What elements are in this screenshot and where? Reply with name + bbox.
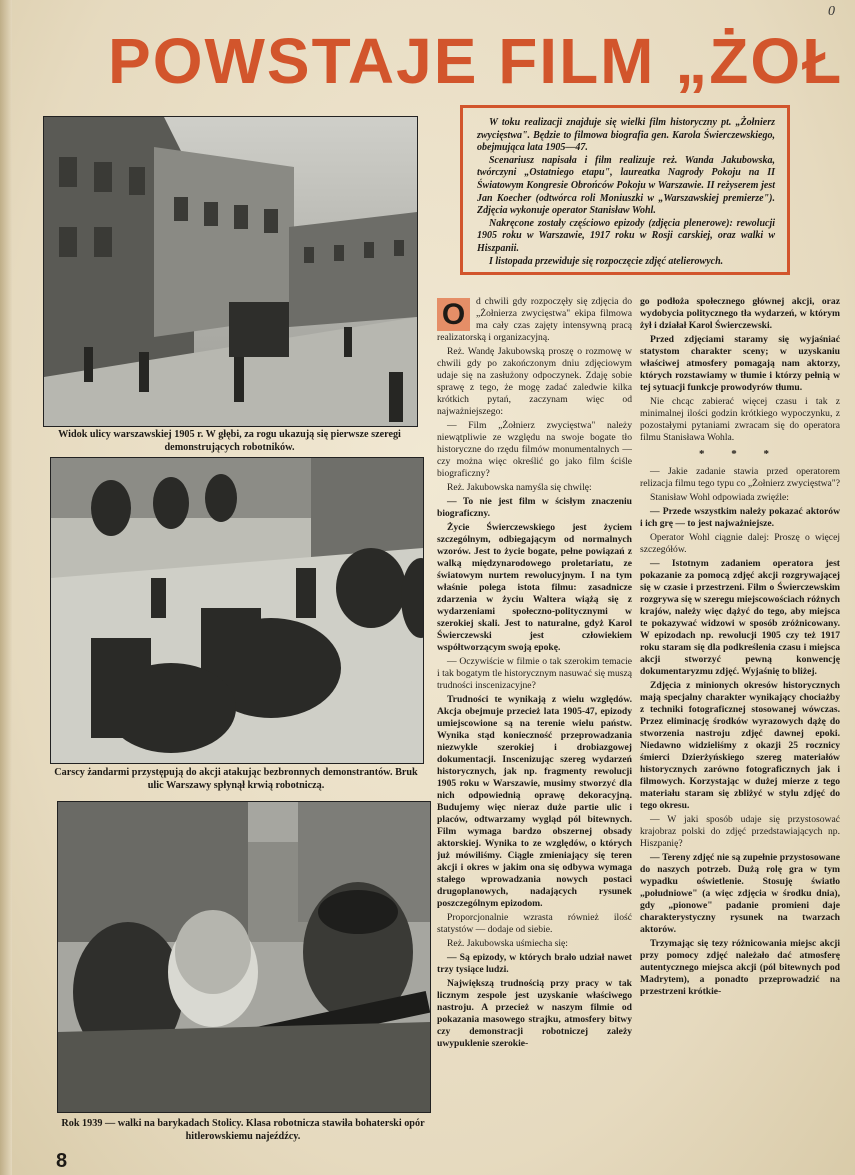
article-paragraph: Zdjęcia z minionych okresów historycznych mają specjalny charakter wynikający chociażby z techniki fotograficznej stosowanej wówczas. Przez eliminację środków wyrazowych dążę do stworzenia nastroju zdjęć dawnej epoki. Niedawno widzieliśmy z okazji 25 rocznicy śmierci Dzierżyńskiego szereg materiałów historycznych zarówno fotograficznych jak i filmowych. Korzystając w dużej mierze z tego materiału staram się zbliżyć w stylu zdjęć do tego okresu. bbox=[640, 680, 840, 811]
street-photo-graphic bbox=[44, 117, 417, 426]
intro-paragraph-2: Scenariusz napisała i film realizuje reż. Wanda Jakubowska, twórczyni „Ostatniego etapu", laureatka Nagrody Pokoju na II Światowym Kongresie Obrońców Pokoju w Warszawie. II reżyserem jest Jan Koecher (odtwórca roli Moniuszki w „Warszawskiej premierze"). Zdjęcia wykonuje operator Stanisław Wohl. bbox=[477, 154, 775, 217]
article-paragraph: — Istotnym zadaniem operatora jest pokazanie za pomocą zdjęć akcji rozgrywającej się w czasie i przestrzeni. Film o Świerczewskim rozgrywa się w szeregu miejscowościach różnych krajów, należy więc dążyć do tego, aby miejsca te pokazywać widzowi w sposób zróżnicowany. W epizodach np. rewolucji 1905 czy też 1917 roku staram się dla podkreślenia czasu i miejsca akcji stworzyć pewną konwencję dokumentaryzmu zdjęć. Wyjaśnię to bliżej. bbox=[640, 558, 840, 677]
article-paragraph: — Tereny zdjęć nie są zupełnie przystosowane do naszych potrzeb. Dużą rolę gra w tym wypadku oświetlenie. Stosuję światło „południowe" (a więc zdjęcia w środku dnia), gdy „pionowe" padanie promieni daje charakterystyczny rysunek na twarzach aktorów. bbox=[640, 852, 840, 935]
corner-mark: 0 bbox=[828, 4, 835, 19]
section-divider-stars: * * * bbox=[699, 448, 781, 460]
article-paragraph-text: d chwili gdy rozpoczęły się zdjęcia do „Żołnierza zwycięstwa" ekipa filmowa ma cały czas zajęty intensywną pracą realizatorską i organizacyjną. bbox=[437, 296, 632, 343]
article-paragraph: Największą trudnością przy pracy w tak licznym zespole jest uzyskanie właściwego nastroju. A przecież w naszym filmie od pokazania masowego strajku, atmosfery bitwy czy demonstracji robotniczej zależy uwypuklenie szerokie- bbox=[437, 978, 632, 1049]
article-paragraph: — To nie jest film w ścisłym znaczeniu biograficzny. bbox=[437, 496, 632, 519]
intro-box bbox=[460, 105, 790, 275]
photo-barricades-1939 bbox=[57, 801, 431, 1113]
article-paragraph bbox=[437, 296, 632, 344]
headline: POWSTAJE FILM „ŻOŁ bbox=[108, 25, 844, 97]
barricade-photo-graphic bbox=[58, 802, 430, 1112]
article-paragraph: Operator Wohl ciągnie dalej: Proszę o więcej szczegółów. bbox=[640, 532, 840, 555]
drop-cap: O bbox=[437, 298, 470, 331]
article-paragraph: — Jakie zadanie stawia przed operatorem relizacja filmu tego typu co „Żołnierz zwycięstwa"? bbox=[640, 466, 840, 489]
caption-photo-1: Widok ulicy warszawskiej 1905 r. W głębi, za rogu ukazują się pierwsze szeregi demonstrujących robotników. bbox=[58, 429, 401, 453]
photo-warsaw-street-1905 bbox=[43, 116, 418, 427]
article-paragraph: go podłoża społecznego głównej akcji, oraz wydobycia politycznego tła wydarzeń, w którym żył i działał Karol Świerczewski. bbox=[640, 296, 840, 331]
article-paragraph: — Przede wszystkim należy pokazać aktorów i ich grę — to jest najważniejsze. bbox=[640, 506, 840, 529]
page-number: 8 bbox=[56, 1150, 68, 1172]
article-paragraph: — Film „Żołnierz zwycięstwa" należy niewątpliwie ze względu na swoje bogate tło historyczne do rzędu filmów monumentalnych — czy można więc określić go jako film ściśle biograficzny? bbox=[437, 420, 632, 479]
caption-photo-3: Rok 1939 — walki na barykadach Stolicy. Klasa robotnicza stawiła bohaterski opór hitlerowskiemu najeźdźcy. bbox=[61, 1118, 425, 1142]
intro-paragraph-1: W toku realizacji znajduje się wielki film historyczny pt. „Żołnierz zwycięstwa". Będzie to filmowa biografia gen. Karola Świerczewskiego, obejmująca lata 1905—47. bbox=[477, 117, 775, 154]
article-paragraph: Stanisław Wohl odpowiada zwięźle: bbox=[650, 492, 789, 503]
article-column-2 bbox=[640, 296, 840, 1149]
article-paragraph: Nie chcąc zabierać więcej czasu i tak z minimalnej ilości godzin krótkiego wypoczynku, z pozostałymi pytaniami zwracam się do operatora filmu Stanisława Wohla. bbox=[640, 396, 840, 443]
article-paragraph: Trzymając się tezy różnicowania miejsc akcji przy pomocy zdjęć należało dać atmosferę autentycznego miejsca akcji (pól bitewnych pod Madrytem), a ponadto przeprowadzić na przestrzeni krótkie- bbox=[640, 938, 840, 997]
photo-gendarmes-attack bbox=[50, 457, 424, 764]
article-paragraph: Proporcjonalnie wzrasta również ilość statystów — dodaje od siebie. bbox=[437, 912, 632, 935]
article-paragraph: Przed zdjęciami staramy się wyjaśniać statystom charakter sceny; w uzyskaniu właściwej atmosfery pomagają nam aktorzy, których rozstawiamy w tłumie i którzy pełnią w tej sytuacji funkcje prowodyrów tłumu. bbox=[640, 334, 840, 393]
article-paragraph: Reż. Jakubowska uśmiecha się: bbox=[447, 938, 568, 949]
article-column-1 bbox=[437, 296, 632, 1149]
cavalry-photo-graphic bbox=[51, 458, 423, 763]
article-paragraph: Życie Świerczewskiego jest życiem szczególnym, odbiegającym od normalnych wzorów. Jest to życie bogate, pełne powiązań z walką międzynarodowego proletariatu, ze światowym nurtem rewolucyjnym. I na tym właśnie polega istota filmu: zasadnicze zdarzenia w życiu Waltera wiążą się z wydarzeniami społeczno-politycznymi w szerokiej skali. Jest to naturalne, gdyż Karol Świerczewski jest człowiekiem współtworzącym swoją epokę. bbox=[437, 522, 632, 653]
article-paragraph: Trudności te wynikają z wielu względów. Akcja obejmuje przecież lata 1905-47, epizody umiejscowione są na terenie wielu państw. Wynika stąd konieczność przeprowadzania niezwykle szerokiej i drobiazgowej dokumentacji. Inscenizując szereg wydarzeń historycznych, jak np. fragmenty rewolucji 1905 roku w Warszawie, musimy stworzyć dla nich odpowiednią oprawę dekoracyjną. Budujemy więc nieraz duże partie ulic i placów, odtwarzamy wygląd pól bitewnych. Film wymaga bardzo obszernej obsady aktorskiej. Wynika to ze względów, o których już mówiliśmy. Ciągle zmieniający się teren akcji i okres w jakim ona się odbywa wymaga stałego wprowadzania nowych postaci drugoplanowych, nadających rysunek poszczególnym epizodom. bbox=[437, 694, 632, 909]
intro-paragraph-4: I listopada przewiduje się rozpoczęcie zdjęć atelierowych. bbox=[489, 255, 724, 267]
page-binding-edge bbox=[0, 0, 12, 1175]
caption-photo-2: Carscy żandarmi przystępują do akcji atakując bezbronnych demonstrantów. Bruk ulic Warszawy spłynął krwią robotniczą. bbox=[54, 767, 418, 791]
article-paragraph: — Są epizody, w których brało udział nawet trzy tysiące ludzi. bbox=[437, 952, 632, 975]
intro-paragraph-3: Nakręcone zostały częściowo epizody (zdjęcia plenerowe): rewolucji 1905 roku w Warszawie, 1917 roku w Rosji carskiej, oraz walki w Hiszpanii. bbox=[477, 217, 775, 254]
article-paragraph: Reż. Wandę Jakubowską proszę o rozmowę w chwili gdy po zakończonym dniu zdjęciowym udaje się na zasłużony odpoczynek. Zdaję sobie sprawę z tego, że mogę zadać zaledwie kilka krótkich pytań, zaczynam więc od najważniejszego: bbox=[437, 346, 632, 417]
article-paragraph: — W jaki sposób udaje się przystosować krajobraz polski do zdjęć przedstawiających np. Hiszpanię? bbox=[640, 814, 840, 849]
article-paragraph: — Oczywiście w filmie o tak szerokim temacie i tak bogatym tle historycznym nasuwać się muszą trudności inscenizacyjne? bbox=[437, 656, 632, 691]
article-paragraph: Reż. Jakubowska namyśla się chwilę: bbox=[447, 482, 592, 493]
